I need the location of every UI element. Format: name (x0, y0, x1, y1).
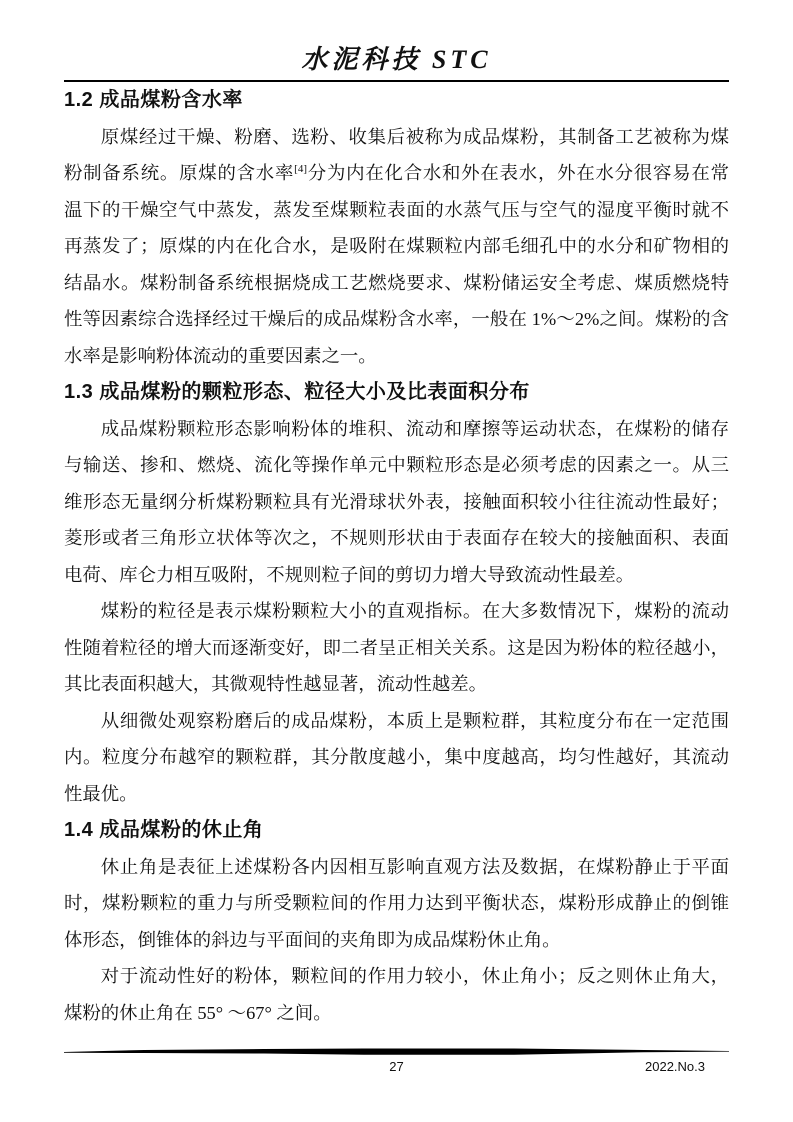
issue-label: 2022.No.3 (645, 1059, 705, 1074)
paragraph-line: 维形态无量纲分析煤粉颗粒具有光滑球状外表，接触面积较小往往流动性最好； (64, 491, 729, 512)
paragraph-line: 菱形或者三角形立状体等次之，不规则形状由于表面存在较大的接触面积、表面 (64, 528, 729, 548)
section-heading: 1.2 成品煤粉含水率 (64, 89, 243, 111)
paragraph-line: 与输送、掺和、燃烧、流化等操作单元中颗粒形态是必须考虑的因素之一。从三 (64, 455, 729, 475)
paragraph-line: 结晶水。煤粉制备系统根据烧成工艺燃烧要求、煤粉储运安全考虑、煤质燃烧特 (64, 272, 729, 293)
paragraph-line: 原煤经过干燥、粉磨、选粉、收集后被称为成品煤粉，其制备工艺被称为煤 (100, 126, 729, 147)
paragraph-line: 煤粉的粒径是表示煤粉颗粒大小的直观指标。在大多数情况下，煤粉的流动 (100, 601, 729, 621)
citation-ref: [4] (294, 162, 307, 175)
article-body (64, 82, 729, 1031)
paragraph-line: 电荷、库仑力相互吸附，不规则粒子间的剪切力增大导致流动性最差。 (64, 564, 635, 585)
paragraph-line: 性最优。 (64, 783, 138, 804)
footer-row (64, 1059, 729, 1077)
paragraph-line: 其比表面积越大，其微观特性越显著，流动性越差。 (64, 674, 487, 694)
footer-divider (64, 1048, 729, 1056)
paragraph-line: 粉制备系统。原煤的含水率[4]分为内在化合水和外在表水，外在水分很容易在常 (64, 162, 729, 183)
paragraph-line: 内。粒度分布越窄的颗粒群，其分散度越小，集中度越高，均匀性越好，其流动 (64, 747, 729, 767)
page-number: 27 (389, 1059, 404, 1074)
page-footer (64, 1048, 729, 1077)
paragraph-line: 水率是影响粉体流动的重要因素之一。 (64, 345, 377, 366)
paragraph-line: 成品煤粉颗粒形态影响粉体的堆积、流动和摩擦等运动状态，在煤粉的储存 (100, 418, 729, 439)
paragraph-line: 煤粉的休止角在 55° ～67° 之间。 (64, 1002, 332, 1023)
section-heading: 1.3 成品煤粉的颗粒形态、粒径大小及比表面积分布 (64, 381, 530, 403)
paragraph-line: 时，煤粉颗粒的重力与所受颗粒间的作用力达到平衡状态，煤粉形成静止的倒锥 (64, 893, 729, 913)
section-heading: 1.4 成品煤粉的休止角 (64, 819, 264, 841)
paragraph-line: 体形态，倒锥体的斜边与平面间的夹角即为成品煤粉休止角。 (64, 929, 561, 950)
paragraph-line: 性随着粒径的增大而逐渐变好，即二者呈正相关关系。这是因为粉体的粒径越小， (64, 637, 729, 658)
paragraph-line: 再蒸发了；原煤的内在化合水，是吸附在煤颗粒内部毛细孔中的水分和矿物相的 (64, 236, 729, 256)
paragraph-line: 对于流动性好的粉体，颗粒间的作用力较小，休止角小；反之则休止角大， (100, 966, 729, 986)
paragraph-line: 从细微处观察粉磨后的成品煤粉，本质上是颗粒群，其粒度分布在一定范围 (100, 710, 729, 731)
paragraph-line: 温下的干燥空气中蒸发，蒸发至煤颗粒表面的水蒸气压与空气的湿度平衡时就不 (64, 199, 729, 220)
paragraph-line: 休止角是表征上述煤粉各内因相互影响直观方法及数据，在煤粉静止于平面 (100, 856, 729, 877)
journal-title: 水泥科技 STC (301, 45, 492, 74)
paragraph-line: 性等因素综合选择经过干燥后的成品煤粉含水率，一般在 1%～2%之间。煤粉的含 (64, 309, 729, 329)
